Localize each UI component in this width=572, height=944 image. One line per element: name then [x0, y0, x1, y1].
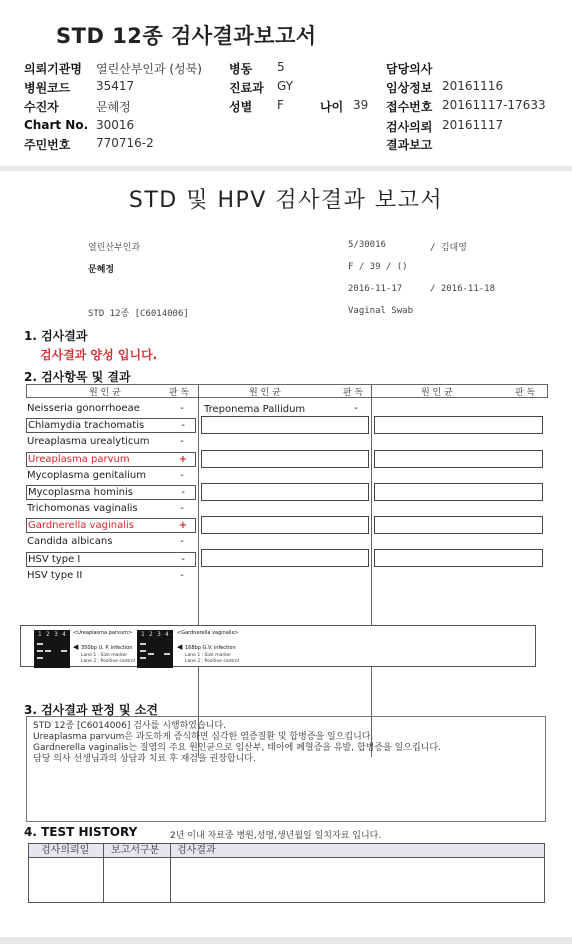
test-name: Gardnerella vaginalis: [28, 520, 134, 531]
doctor-label: 담당의사: [386, 62, 433, 76]
header-date-received: 2016-11-17: [348, 284, 403, 294]
gel-band: [140, 657, 146, 659]
header-doctor: / 김대영: [430, 243, 467, 253]
resident-no-value: 770716-2: [96, 136, 154, 150]
gel-panel-title: <Ureaplasma parvum>: [73, 630, 133, 636]
test-name: HSV type I: [28, 554, 81, 565]
section2-title: 2. 검사항목 및 결과: [24, 370, 131, 384]
empty-result-box: [374, 483, 543, 501]
request-date-value: 20161117: [442, 118, 504, 132]
test-name: Chlamydia trachomatis: [28, 420, 145, 431]
test-row: [26, 469, 196, 484]
test-result: -: [181, 487, 185, 498]
test-row: [26, 418, 196, 433]
arrow-left-icon: ◀: [177, 643, 183, 651]
ward-value: 5: [277, 60, 285, 74]
empty-result-box: [374, 416, 543, 434]
test-name: Candida albicans: [27, 536, 113, 547]
gel-band: [45, 650, 51, 652]
empty-result-box: [374, 450, 543, 468]
summary-title: STD 12종 검사결과보고서: [56, 24, 317, 48]
col3-pathogen-header: 원 인 균: [421, 388, 453, 398]
gel-panel-title: <Gardnerella vaginalis>: [177, 630, 239, 636]
gel-lane-legend: [185, 653, 239, 665]
history-col-report-type: 보고서구분: [111, 845, 160, 856]
gel-band-label: 168bp G.V. infection: [185, 645, 236, 651]
column-divider: [170, 844, 171, 902]
hospital-code-label: 병원코드: [24, 81, 71, 95]
test-name: Treponema Pallidum: [204, 404, 306, 415]
institution-label: 의뢰기관명: [24, 62, 82, 76]
accession-no-label: 접수번호: [386, 100, 433, 114]
opinion-line: Gardnerella vaginalis는 질염의 주요 원인균으로 임산부, 태아에 폐혈증을 유발, 합병증을 일으킵니다.: [33, 743, 441, 753]
test-name: HSV type II: [27, 570, 83, 581]
report-page: [0, 171, 572, 937]
column-divider: [198, 384, 199, 757]
accession-no-value: 20161117-17633: [442, 98, 546, 112]
lane-number: 1: [141, 631, 145, 638]
gel-band: [148, 653, 154, 655]
history-note: 2년 이내 자료중 병원,성명,생년월일 일치자료 입니다.: [170, 831, 382, 841]
lane-legend-item: Lane 2 : Positive control: [81, 659, 135, 664]
gel-photo: [137, 630, 173, 668]
clinical-info-label: 임상정보: [386, 81, 433, 95]
test-name: Mycoplasma genitalium: [27, 470, 146, 481]
column-divider: [103, 844, 104, 902]
test-name: Neisseria gonorrhoeae: [27, 403, 140, 414]
empty-result-box: [201, 450, 369, 468]
test-result: -: [354, 403, 358, 414]
age-value: 39: [353, 98, 369, 112]
age-label: 나이: [320, 100, 344, 114]
test-row: [26, 502, 196, 517]
header-institution: 열린산부인과: [88, 243, 141, 253]
gel-image-strip: [20, 625, 536, 667]
test-result: -: [181, 554, 185, 565]
clinical-info-value: 20161116: [442, 79, 504, 93]
sex-value: F: [277, 98, 284, 112]
col3-judgement-header: 판 독: [515, 388, 536, 398]
lane-legend-item: Lane 1 : Size marker: [185, 653, 232, 658]
column-divider: [371, 384, 372, 757]
gel-photo: [34, 630, 70, 668]
chart-no-label: Chart No.: [24, 118, 89, 132]
gel-band: [140, 650, 146, 652]
empty-result-box: [374, 549, 543, 567]
report-title: STD 및 HPV 검사결과 보고서: [128, 188, 444, 213]
gel-band: [140, 643, 146, 645]
header-sex-age: F / 39 / (): [348, 262, 408, 272]
lane-number: 3: [157, 631, 161, 638]
test-row: [26, 435, 196, 450]
test-result: -: [180, 470, 184, 481]
report-date-label: 결과보고: [386, 138, 433, 152]
sex-label: 성별: [229, 100, 253, 114]
gel-band: [164, 653, 170, 655]
test-result: +: [178, 454, 188, 465]
test-row-positive: [26, 452, 196, 467]
resident-no-label: 주민번호: [24, 138, 71, 152]
section3-title: 3. 검사결과 판정 및 소견: [24, 703, 158, 717]
test-result: -: [180, 536, 184, 547]
lane-legend-item: Lane 2 : Positive control: [185, 659, 239, 664]
history-col-request-date: 검사의뢰일: [41, 845, 90, 856]
lane-number: 3: [54, 631, 58, 638]
test-result: -: [180, 403, 184, 414]
opinion-line: Ureaplasma parvum은 과도하게 증식하면 심각한 염증질환 및 합병증을 일으킵니다.: [33, 732, 374, 742]
section1-title: 1. 검사결과: [24, 329, 88, 343]
empty-result-box: [374, 516, 543, 534]
institution-value: 열린산부인과 (성북): [96, 62, 202, 76]
test-name: Mycoplasma hominis: [28, 487, 133, 498]
lane-legend-item: Lane 1 : Size marker: [81, 653, 128, 658]
test-name: Ureaplasma urealyticum: [27, 436, 150, 447]
collector-label: 수진자: [24, 100, 59, 114]
lane-number: 2: [46, 631, 50, 638]
department-value: GY: [277, 79, 294, 93]
opinion-line: STD 12종 [C6014006] 검사를 시행하였습니다.: [33, 721, 226, 731]
header-ward-chart: 5/30016: [348, 240, 386, 250]
arrow-left-icon: ◀: [73, 643, 79, 651]
lane-number: 1: [38, 631, 42, 638]
col2-pathogen-header: 원 인 균: [249, 388, 281, 398]
collector-value: 문혜정: [96, 100, 131, 114]
history-table: [28, 843, 545, 903]
empty-result-box: [201, 516, 369, 534]
chart-no-value: 30016: [96, 118, 135, 132]
gel-lane-legend: [81, 653, 135, 665]
test-row: [26, 569, 196, 584]
empty-result-box: [201, 416, 369, 434]
gel-band: [37, 650, 43, 652]
department-label: 진료과: [229, 81, 264, 95]
header-patient: 문혜정: [88, 265, 115, 275]
test-name: Ureaplasma parvum: [28, 454, 130, 465]
test-row: [26, 552, 196, 567]
test-result: +: [178, 520, 188, 531]
lane-number: 4: [62, 631, 66, 638]
test-row: [26, 535, 196, 550]
gel-band: [37, 643, 43, 645]
empty-result-box: [201, 549, 369, 567]
test-result: -: [180, 436, 184, 447]
col1-judgement-header: 판 독: [169, 388, 190, 398]
gel-band-label: 350bp U. P. infection: [81, 645, 133, 651]
history-table-header: [29, 844, 544, 858]
lane-number: 2: [149, 631, 153, 638]
section4-title: 4. TEST HISTORY: [24, 825, 138, 839]
header-date-reported: / 2016-11-18: [430, 284, 496, 294]
test-result: -: [180, 503, 184, 514]
opinion-line: 담당 의사 선생님과의 상담과 치료 후 재검을 권장합니다.: [33, 754, 256, 764]
test-row: [26, 402, 196, 417]
col2-judgement-header: 판 독: [343, 388, 364, 398]
gel-band: [61, 650, 67, 652]
lane-number: 4: [165, 631, 169, 638]
header-specimen: Vaginal Swab: [348, 306, 414, 316]
summary-panel: [0, 0, 572, 166]
test-result: -: [181, 420, 185, 431]
test-result: -: [180, 570, 184, 581]
empty-result-box: [201, 483, 369, 501]
opinion-box: [26, 716, 546, 822]
tests-table-header: [26, 384, 548, 398]
header-test: STD 12종 [C6014006]: [88, 309, 189, 319]
test-name: Trichomonas vaginalis: [27, 503, 138, 514]
gel-band: [37, 657, 43, 659]
positive-result-text: 검사결과 양성 입니다.: [40, 348, 158, 362]
test-row: [26, 485, 196, 500]
col1-pathogen-header: 원 인 균: [89, 388, 121, 398]
test-row-positive: [26, 518, 196, 533]
ward-label: 병동: [229, 62, 253, 76]
history-col-result: 검사결과: [177, 845, 216, 856]
hospital-code-value: 35417: [96, 79, 135, 93]
request-date-label: 검사의뢰: [386, 120, 433, 134]
